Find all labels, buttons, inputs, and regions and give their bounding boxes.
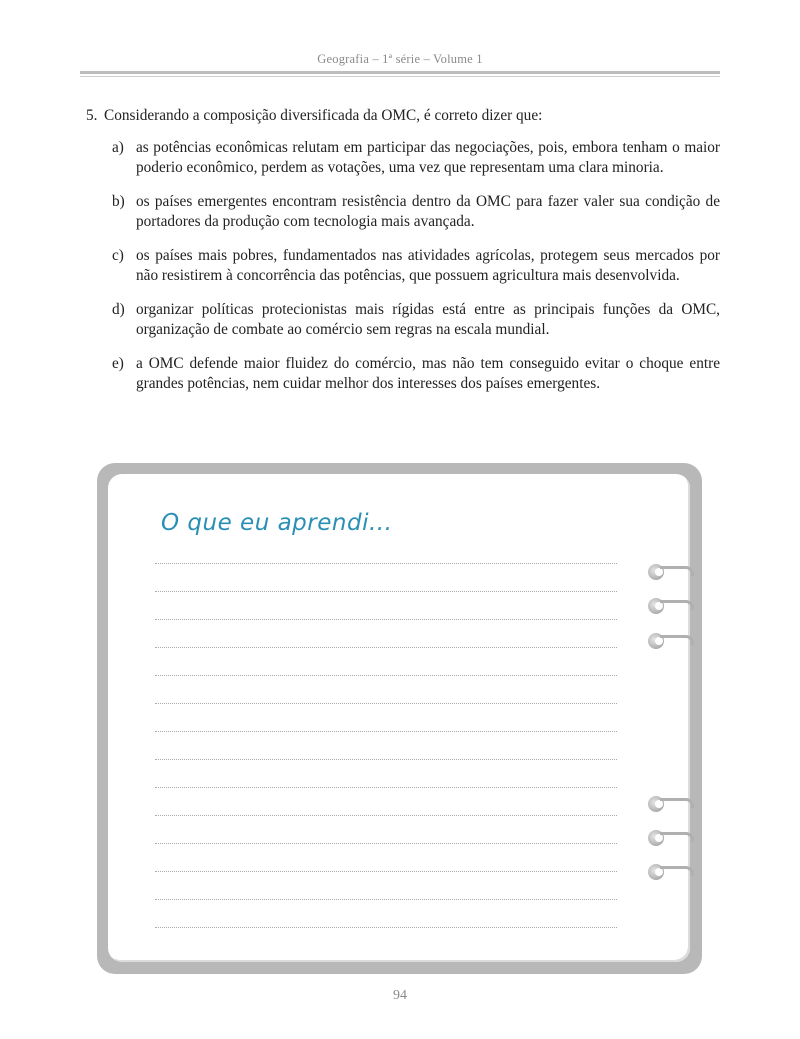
writing-line[interactable]: [155, 619, 617, 620]
writing-line[interactable]: [155, 675, 617, 676]
writing-line[interactable]: [155, 871, 617, 872]
writing-line[interactable]: [155, 899, 617, 900]
option-text: organizar políticas protecionistas mais rígidas está entre as principais funções da OMC, organização de combate ao comércio sem regras na escala mundial.: [136, 301, 720, 338]
option-letter: b): [112, 193, 125, 210]
writing-line[interactable]: [155, 703, 617, 704]
option-letter: c): [112, 247, 124, 264]
option-d: [112, 300, 720, 340]
notebook-box: [97, 463, 702, 974]
writing-line[interactable]: [155, 731, 617, 732]
writing-line[interactable]: [155, 927, 617, 928]
option-text: a OMC defende maior fluidez do comércio, mas não tem conseguido evitar o choque entre grandes potências, nem cuidar melhor dos interesses dos países emergentes.: [136, 355, 720, 392]
options-list: [112, 138, 720, 394]
notebook-page: [108, 474, 690, 962]
writing-line[interactable]: [155, 759, 617, 760]
writing-line[interactable]: [155, 591, 617, 592]
header-rule-thin: [80, 76, 720, 77]
question-stem-text: Considerando a composição diversificada da OMC, é correto dizer que:: [104, 107, 543, 124]
option-letter: d): [112, 301, 125, 318]
writing-line[interactable]: [155, 843, 617, 844]
option-a: [112, 138, 720, 178]
question-number: 5.: [86, 107, 98, 124]
writing-line[interactable]: [155, 647, 617, 648]
option-b: [112, 192, 720, 232]
option-text: os países emergentes encontram resistência dentro da OMC para fazer valer sua condição de portadores da produção com tecnologia mais avançada.: [136, 193, 720, 230]
option-c: [112, 246, 720, 286]
option-text: as potências econômicas relutam em participar das negociações, pois, embora tenham o maior poderio econômico, perdem as votações, uma vez que representam uma clara minoria.: [136, 139, 720, 176]
option-letter: e): [112, 355, 124, 372]
header-rule: [80, 71, 720, 74]
writing-line[interactable]: [155, 563, 617, 564]
question-stem: [86, 106, 726, 126]
option-e: [112, 354, 720, 394]
writing-line[interactable]: [155, 815, 617, 816]
option-letter: a): [112, 139, 124, 156]
question-5: [86, 106, 726, 408]
option-text: os países mais pobres, fundamentados nas atividades agrícolas, protegem seus mercados por não resistirem à concorrência das potências, que possuem agricultura mais desenvolvida.: [136, 247, 720, 284]
notebook-heading: O que eu aprendi...: [161, 510, 393, 536]
header-title: Geografia – 1ª série – Volume 1: [317, 52, 483, 66]
writing-line[interactable]: [155, 787, 617, 788]
page-number: 94: [393, 988, 407, 1003]
